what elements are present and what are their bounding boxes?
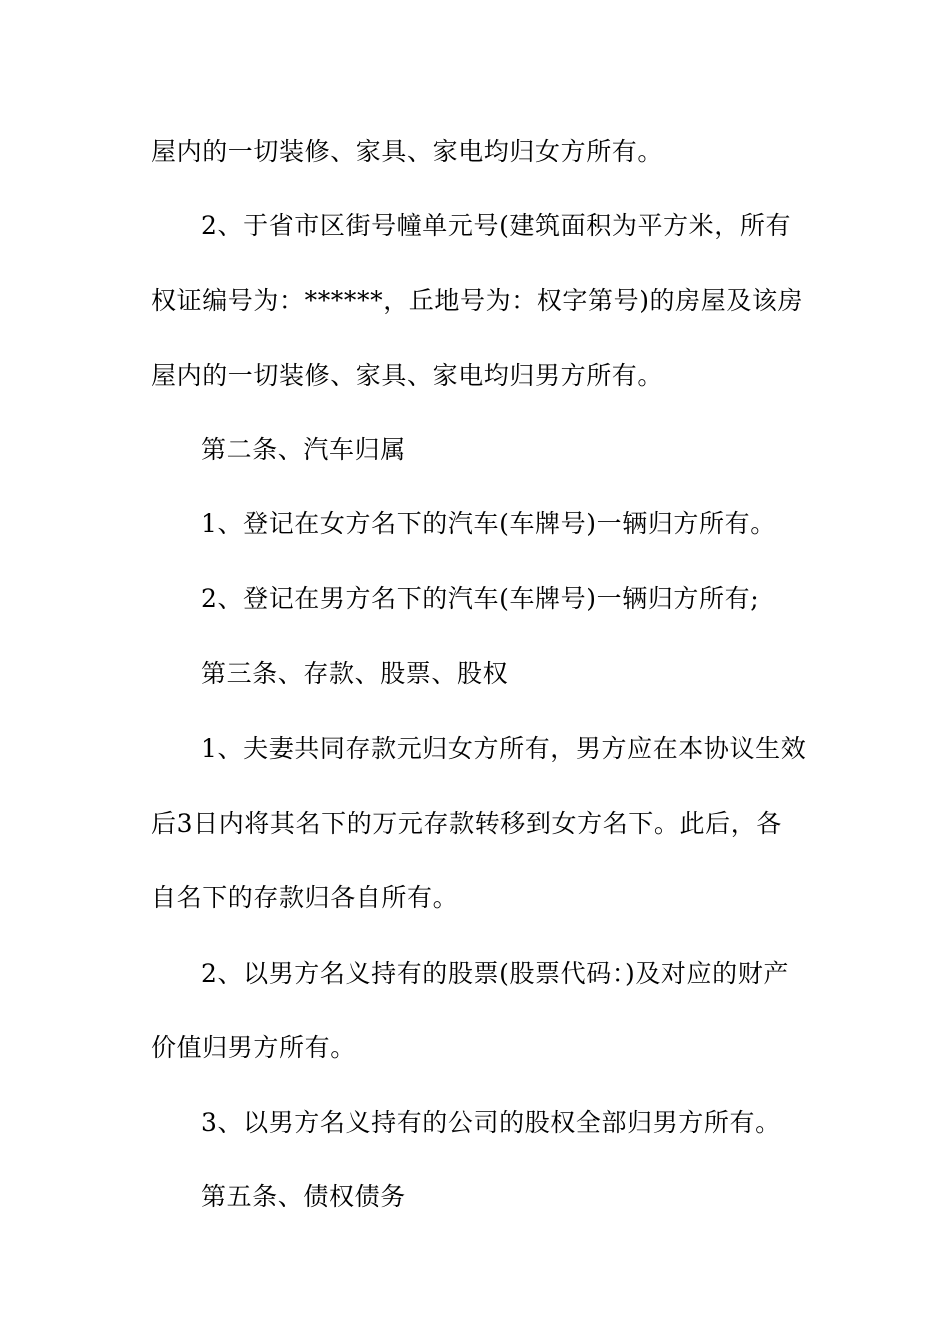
text-line: 1、登记在女方名下的汽车(车牌号)一辆归方所有。 — [201, 509, 776, 538]
text-line: 权证编号为：******，丘地号为：权字第号)的房屋及该房 — [151, 286, 804, 315]
text-line: 2、于省市区街号幢单元号(建筑面积为平方米，所有 — [201, 211, 792, 240]
text-line: 2、登记在男方名下的汽车(车牌号)一辆归方所有; — [201, 584, 760, 613]
text-line: 自名下的存款归各自所有。 — [151, 883, 459, 912]
text-line: 1、夫妻共同存款元归女方所有，男方应在本协议生效 — [201, 734, 807, 763]
text-line: 后3日内将其名下的万元存款转移到女方名下。此后，各 — [151, 809, 782, 838]
text-line: 价值归男方所有。 — [151, 1033, 356, 1062]
section-heading: 第二条、汽车归属 — [201, 435, 406, 464]
text-line: 2、以男方名义持有的股票(股票代码：)及对应的财产 — [201, 959, 789, 988]
text-line: 屋内的一切装修、家具、家电均归男方所有。 — [151, 361, 664, 390]
section-heading: 第三条、存款、股票、股权 — [201, 659, 509, 688]
section-heading: 第五条、债权债务 — [201, 1182, 406, 1211]
text-line: 屋内的一切装修、家具、家电均归女方所有。 — [151, 137, 664, 166]
text-line: 3、以男方名义持有的公司的股权全部归男方所有。 — [201, 1108, 781, 1137]
